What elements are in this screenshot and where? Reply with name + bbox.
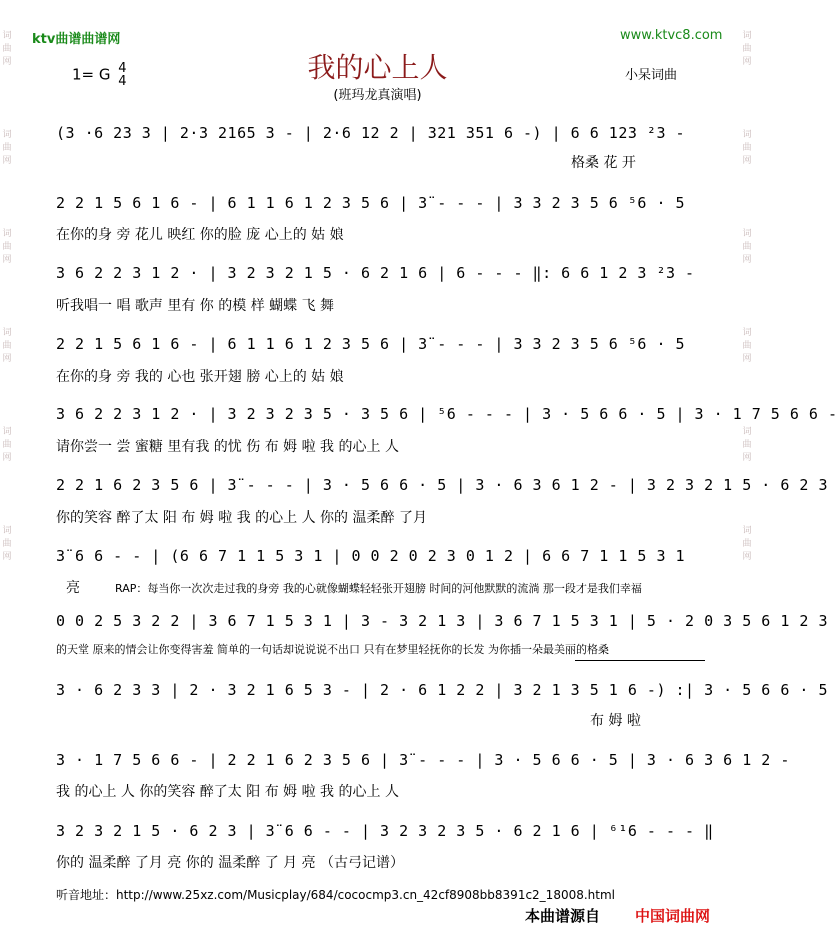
composer-credit: 小呆词曲 (625, 68, 678, 83)
notation-line-1: (3 ·6 23 3 | 2·3 2165 3 - | 2·6 12 2 | 321 351 6 -) | 6 6 123 ²3 - (56, 124, 686, 142)
lyric-line-2: 在你的身 旁 花儿 映红 你的脸 庞 心上的 姑 娘 (56, 227, 344, 243)
rap-line-2: 的天堂 原来的情会让你变得害羞 简单的一句话却说说说不出口 只有在梦里轻抚你的长发 为你插一朵最美丽的格桑 (56, 643, 609, 656)
watermark-text: 词曲网 (742, 130, 752, 166)
lyric-line-10: 我 的心上 人 你的笑容 醉了太 阳 布 姆 啦 我 的心上 人 (56, 784, 399, 800)
time-top: 4 (118, 61, 127, 76)
time-bottom: 4 (118, 74, 127, 89)
lyric-line-9: 布 姆 啦 (590, 713, 641, 729)
notation-line-7: 3̈ 6 6 - - | (6 6 7 1 1 5 3 1 | 0 0 2 0 2 3 0 1 2 | 6 6 7 1 1 5 3 1 (56, 547, 686, 565)
key-label: 1= G (72, 65, 111, 84)
footer-source-note: 本曲谱源自 (525, 907, 601, 925)
watermark-text: 词曲网 (2, 130, 12, 166)
notation-line-2: 2 2 1 5 6 1 6 - | 6 1 1 6 1 2 3 5 6 | 3̈ - - - | 3 3 2 3 5 6 ⁵6 · 5 (56, 194, 686, 212)
notation-line-10: 3 · 1 7 5 6 6 - | 2 2 1 6 2 3 5 6 | 3̈ - - - | 3 · 5 6 6 · 5 | 3 · 6 3 6 1 2 - (56, 751, 790, 769)
watermark-text: 词曲网 (2, 31, 12, 67)
lyric-line-6: 你的笑容 醉了太 阳 布 姆 啦 我 的心上 人 你的 温柔醉 了月 (56, 510, 427, 526)
site-logo-left: ktv曲谱曲谱网 (32, 32, 121, 47)
watermark-text: 词曲网 (2, 328, 12, 364)
listen-url[interactable]: 听音地址：http://www.25xz.com/Musicplay/684/cococmp3.cn_42cf8908bb8391c2_18008.html (56, 888, 616, 902)
rap-line-1: RAP：每当你一次次走过我的身旁 我的心就像蝴蝶轻轻张开翅膀 时间的河他默默的流淌 那一段才是我们幸福 (115, 582, 642, 595)
notation-line-9: 3 · 6 2 3 3 | 2 · 3 2 1 6 5 3 - | 2 · 6 1 2 2 | 3 2 1 3 5 1 6 -) :| 3 · 5 6 6 · 5 (56, 681, 828, 699)
watermark-text: 词曲网 (742, 31, 752, 67)
lyric-line-4: 在你的身 旁 我的 心也 张开翅 膀 心上的 姑 娘 (56, 369, 344, 385)
notation-line-8: 0 0 2 5 3 2 2 | 3 6 7 1 5 3 1 | 3 - 3 2 1 3 | 3 6 7 1 5 3 1 | 5 · 2 0 3 5 6 1 2 3 (56, 612, 828, 630)
notation-line-6: 2 2 1 6 2 3 5 6 | 3̈ - - - | 3 · 5 6 6 · 5 | 3 · 6 3 6 1 2 - | 3 2 3 2 1 5 · 6 2 3 (56, 476, 828, 494)
watermark-text: 词曲网 (2, 427, 12, 463)
watermark-text: 词曲网 (2, 229, 12, 265)
lyric-line-11: 你的 温柔醉 了月 亮 你的 温柔醉 了 月 亮 （古弓记谱） (56, 855, 405, 871)
lyric-line-1: 格桑 花 开 (571, 155, 636, 171)
notation-line-3: 3 6 2 2 3 1 2 · | 3 2 3 2 1 5 · 6 2 1 6 | 6 - - - ‖: 6 6 1 2 3 ²3 - (56, 264, 695, 282)
watermark-text: 词曲网 (2, 526, 12, 562)
song-title: 我的心上人 (307, 51, 448, 84)
lyric-line-3: 听我唱一 唱 歌声 里有 你 的模 样 蝴蝶 飞 舞 (56, 298, 335, 314)
footer-site-name[interactable]: 中国词曲网 (635, 907, 711, 925)
lyric-line-7: 亮 (66, 580, 80, 596)
notation-line-11: 3 2 3 2 1 5 · 6 2 3 | 3̈ 6 6 - - | 3 2 3 2 3 5 · 6 2 1 6 | ⁶¹6 - - - ‖ (56, 822, 714, 840)
notation-line-5: 3 6 2 2 3 1 2 · | 3 2 3 2 3 5 · 3 5 6 | ⁵6 - - - | 3 · 5 6 6 · 5 | 3 · 1 7 5 6 6 - (56, 405, 838, 423)
watermark-text: 词曲网 (742, 229, 752, 265)
watermark-text: 词曲网 (742, 328, 752, 364)
watermark-text: 词曲网 (742, 526, 752, 562)
site-url-right: www.ktvc8.com (620, 28, 723, 43)
notation-line-4: 2 2 1 5 6 1 6 - | 6 1 1 6 1 2 3 5 6 | 3̈ - - - | 3 3 2 3 5 6 ⁵6 · 5 (56, 335, 686, 353)
song-subtitle: (班玛龙真演唱) (333, 88, 422, 103)
watermark-text: 词曲网 (742, 427, 752, 463)
side-watermark-left (2, 30, 12, 564)
volta-bracket (575, 660, 705, 661)
lyric-line-5: 请你尝一 尝 蜜糖 里有我 的忧 伤 布 姆 啦 我 的心上 人 (56, 439, 399, 455)
